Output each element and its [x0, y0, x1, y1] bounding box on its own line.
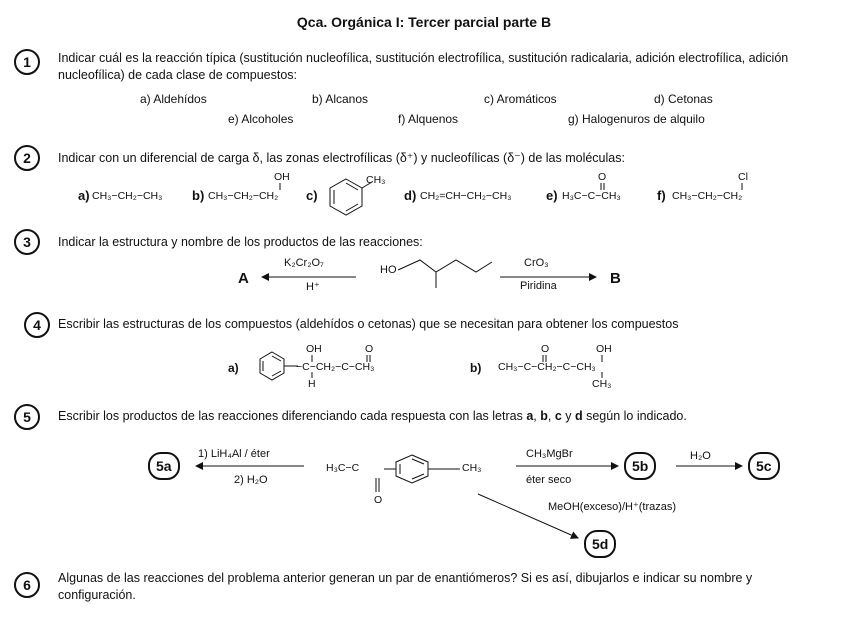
tag-5c: 5c	[748, 452, 780, 480]
q2c-methyl-bond	[362, 182, 372, 188]
q2-molecule-e: H₃C−C−CH₃	[562, 190, 621, 202]
q4a-o: O	[365, 343, 374, 355]
q4a-h: H	[308, 378, 316, 390]
q1-item-f: f) Alquenos	[398, 112, 459, 126]
product-B: B	[610, 270, 621, 287]
sm-right: CH₃	[462, 462, 482, 474]
q1-item-d: d) Cetonas	[654, 92, 713, 106]
q5-text-post: según lo indicado.	[582, 409, 687, 423]
q2-molecule-a: CH₃−CH₂−CH₃	[92, 190, 163, 202]
q2-molecule-f: CH₃−CH₂−CH₂	[672, 190, 743, 202]
q2-label-f: f)	[657, 188, 666, 203]
question-number-6: 6	[14, 572, 40, 598]
tag-5b: 5b	[624, 452, 656, 480]
question-4-text: Escribir las estructuras de los compuestos (aldehídos o cetonas) que se necesitan para obtener los compuestos	[58, 317, 679, 331]
q4b-oh: OH	[596, 343, 612, 355]
q1-item-a: a) Aldehídos	[140, 92, 207, 106]
q2c-inner-bond-2	[346, 204, 358, 211]
q2-substituent-c: CH₃	[366, 174, 386, 186]
tag-5a: 5a	[148, 452, 180, 480]
product-A: A	[238, 270, 249, 287]
q4b-chain: CH₃−C−CH₂−C−CH₃	[498, 361, 596, 373]
q4-label-b: b)	[470, 361, 482, 375]
q4a-chain: −C−CH₂−C−CH₃	[296, 361, 375, 373]
reagent-h-plus: H⁺	[306, 281, 320, 293]
q2-substituent-e: O	[598, 171, 607, 183]
q4a-oh: OH	[306, 343, 322, 355]
q5-sep-3: y	[561, 409, 575, 423]
question-number-2: 2	[14, 145, 40, 171]
q1-item-b: b) Alcanos	[312, 92, 369, 106]
q2-label-c: c)	[306, 188, 318, 203]
letter-a: a	[526, 409, 534, 423]
q2c-inner-bond-3	[346, 183, 358, 190]
q2-substituent-f: Cl	[738, 171, 748, 183]
sm-left: H₃C−C	[326, 462, 360, 474]
question-number-3: 3	[14, 229, 40, 255]
page-title: Qca. Orgánica I: Tercer parcial parte B	[296, 14, 552, 30]
reagent-k2cr2o7: K₂Cr₂O₇	[284, 257, 324, 269]
letter-b: b	[540, 409, 548, 423]
hydroxyl-label: HO	[380, 264, 397, 276]
q2-molecule-d: CH₂=CH−CH₂−CH₃	[420, 190, 512, 202]
q1-item-g: g) Halogenuros de alquilo	[568, 112, 705, 126]
q5-sep-2: ,	[547, 409, 555, 423]
reagent-piridina: Piridina	[520, 280, 557, 292]
q4-label-a: a)	[228, 361, 239, 375]
q2c-benzene-ring	[330, 179, 362, 215]
question-number-1: 1	[14, 49, 40, 75]
q5-sep-1: ,	[533, 409, 541, 423]
reagent-h2o-5a: 2) H₂O	[234, 474, 268, 486]
tag-5d: 5d	[584, 530, 616, 558]
letter-c: c	[554, 409, 562, 423]
q2-substituent-b: OH	[274, 171, 290, 183]
question-1-text: Indicar cuál es la reacción típica (sustitución nucleofílica, sustitución electrofílica, sustitución radicalaria, adición electrofílica, adición nucleofílica) de cada clase de compuestos:	[58, 51, 789, 82]
reagent-eter-seco: éter seco	[526, 474, 572, 486]
q2-label-d: d)	[404, 188, 417, 203]
question-2-text: Indicar con un diferencial de carga δ, las zonas electrofílicas (δ⁺) y nucleofílicas (δ⁻) de las moléculas:	[58, 151, 625, 165]
question-number-4: 4	[24, 312, 50, 338]
q5-arrow-5d	[478, 494, 578, 538]
question-number-5: 5	[14, 404, 40, 430]
q2-molecule-b: CH₃−CH₂−CH₂	[208, 190, 279, 202]
reagent-ch3mgbr: CH₃MgBr	[526, 448, 573, 460]
reagent-lialh4: 1) LiH₄Al / éter	[198, 448, 270, 460]
q4b-ch3: CH₃	[592, 378, 612, 390]
question-3-text: Indicar la estructura y nombre de los productos de las reacciones:	[58, 235, 423, 249]
sm-carbonyl-o: O	[374, 494, 383, 506]
q2-label-e: e)	[546, 188, 558, 203]
letter-d: d	[574, 409, 583, 423]
q1-item-e: e) Alcoholes	[228, 112, 294, 126]
reagent-meoh: MeOH(exceso)/H⁺(trazas)	[548, 501, 677, 513]
q2-label-b: b)	[192, 188, 205, 203]
q4b-o: O	[541, 343, 550, 355]
q1-item-c: c) Aromáticos	[484, 92, 557, 106]
reagent-h2o-5c: H₂O	[690, 450, 711, 462]
q2-label-a: a)	[78, 188, 90, 203]
q3-skeletal-chain	[398, 260, 492, 272]
q5-text-pre: Escribir los productos de las reacciones diferenciando cada respuesta con las letras	[58, 409, 527, 423]
question-6-text: Algunas de las reacciones del problema anterior generan un par de enantiómeros? Si es así, dibujarlos e indicar su nombre y configuración.	[58, 571, 753, 602]
reagent-cro3: CrO₃	[524, 257, 549, 269]
